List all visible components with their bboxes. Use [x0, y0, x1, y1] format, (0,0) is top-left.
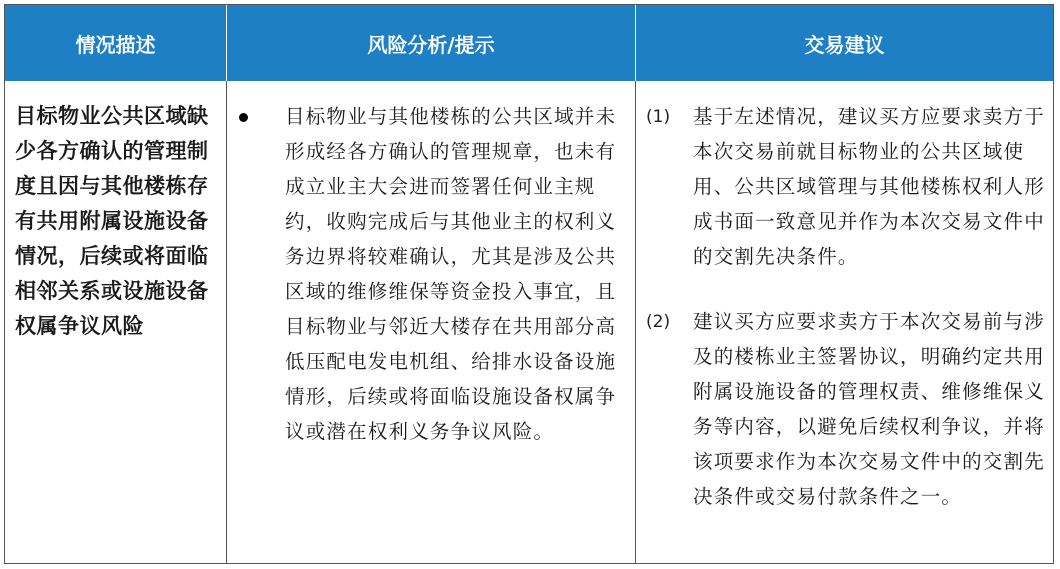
suggestion-cell [636, 81, 1053, 563]
risk-cell [227, 81, 636, 563]
header-risk-label: 风险分析/提示 [367, 32, 495, 57]
situation-text: 目标物业公共区域缺少各方确认的管理制度且因与其他楼栋存有共用附属设施设备情况，后续或将面临相邻关系或设施设备权属争议风险 [15, 104, 209, 338]
suggestion-number-1: (1) [646, 107, 671, 127]
risk-table [4, 4, 1054, 564]
header-risk [227, 5, 636, 81]
suggestion-number-2: (2) [646, 312, 671, 332]
bullet-icon [239, 113, 248, 122]
suggestion-text-1: 基于左述情况，建议买方应要求卖方于本次交易前就目标物业的公共区域使用、公共区域管理与其他楼栋权利人形成书面一致意见并作为本次交易文件中的交割先决条件。 [693, 105, 1045, 268]
header-suggestion-label: 交易建议 [804, 32, 885, 57]
suggestion-text-2: 建议买方应要求卖方于本次交易前与涉及的楼栋业主签署协议，明确约定共用附属设施设备的管理权责、维修维保义务等内容，以避免后续权利争议，并将该项要求作为本次交易文件中的交割先决条件或交易付款条件之一。 [693, 310, 1045, 508]
header-situation [5, 5, 227, 81]
situation-cell [5, 81, 227, 563]
header-situation-label: 情况描述 [75, 32, 156, 57]
risk-text: 目标物业与其他楼栋的公共区域并未形成经各方确认的管理规章，也未有成立业主大会进而签署任何业主规约，收购完成后与其他业主的权利义务边界将较难确认，尤其是涉及公共区域的维修维保等资金投入事宜，且目标物业与邻近大楼存在共用部分高低压配电发电机组、给排水设备设施情形，后续或将面临设施设备权属争议或潜在权利义务争议风险。 [285, 105, 617, 443]
header-suggestion [636, 5, 1053, 81]
